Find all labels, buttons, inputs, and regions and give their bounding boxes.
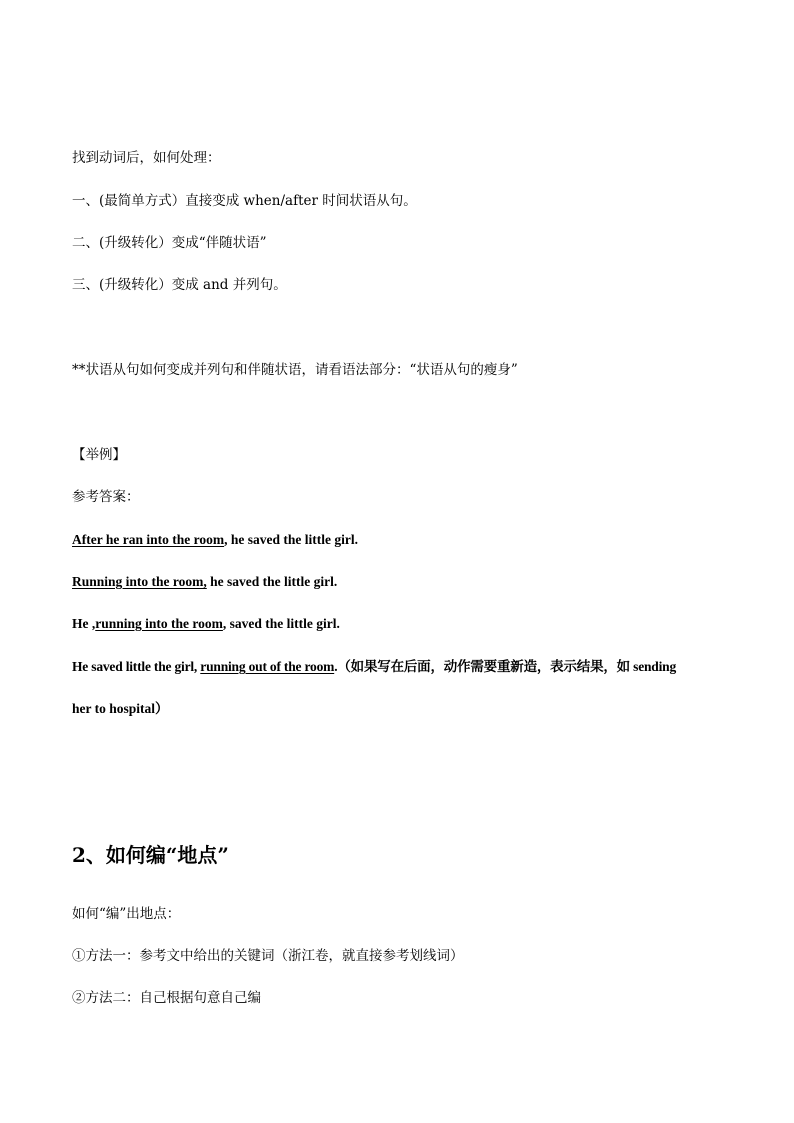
example-1-main: , he saved the little girl. bbox=[224, 532, 358, 547]
example-4-explanation: .（如果写在后面，动作需要重新造，表示结果，如 sending bbox=[334, 659, 677, 674]
example-1-clause: After he ran into the room bbox=[72, 532, 225, 547]
grammar-note: **状语从句如何变成并列句和伴随状语，请看语法部分：“状语从句的瘦身” bbox=[72, 362, 518, 378]
example-3-clause: running into the room bbox=[95, 616, 223, 631]
example-label: 【举例】 bbox=[72, 447, 126, 463]
example-2-main: he saved the little girl. bbox=[206, 574, 338, 589]
option-1: 一、(最简单方式）直接变成 when/after 时间状语从句。 bbox=[72, 193, 417, 209]
example-sentence-2 bbox=[72, 573, 337, 591]
example-4-clause: running out of the room bbox=[200, 659, 335, 674]
method-2: ②方法二：自己根据句意自己编 bbox=[72, 990, 261, 1006]
section2-heading: 2、如何编“地点” bbox=[72, 843, 229, 867]
answer-label: 参考答案： bbox=[72, 489, 140, 505]
example-sentence-4 bbox=[72, 658, 724, 676]
method-1: ①方法一：参考文中给出的关键词（浙江卷，就直接参考划线词） bbox=[72, 948, 464, 964]
option-3: 三、(升级转化）变成 and 并列句。 bbox=[72, 277, 287, 293]
section1-intro: 找到动词后，如何处理： bbox=[72, 150, 221, 166]
option-2: 二、(升级转化）变成“伴随状语” bbox=[72, 235, 267, 251]
example-4-prefix: He saved little the girl, bbox=[72, 659, 201, 674]
section2-intro: 如何“编”出地点： bbox=[72, 906, 181, 922]
example-4-continuation: her to hospital） bbox=[72, 701, 169, 716]
example-sentence-3 bbox=[72, 615, 340, 633]
example-2-clause: Running into the room, bbox=[72, 574, 207, 589]
example-3-prefix: He , bbox=[72, 616, 96, 631]
example-3-main: , saved the little girl. bbox=[222, 616, 340, 631]
example-sentence-1 bbox=[72, 531, 358, 549]
